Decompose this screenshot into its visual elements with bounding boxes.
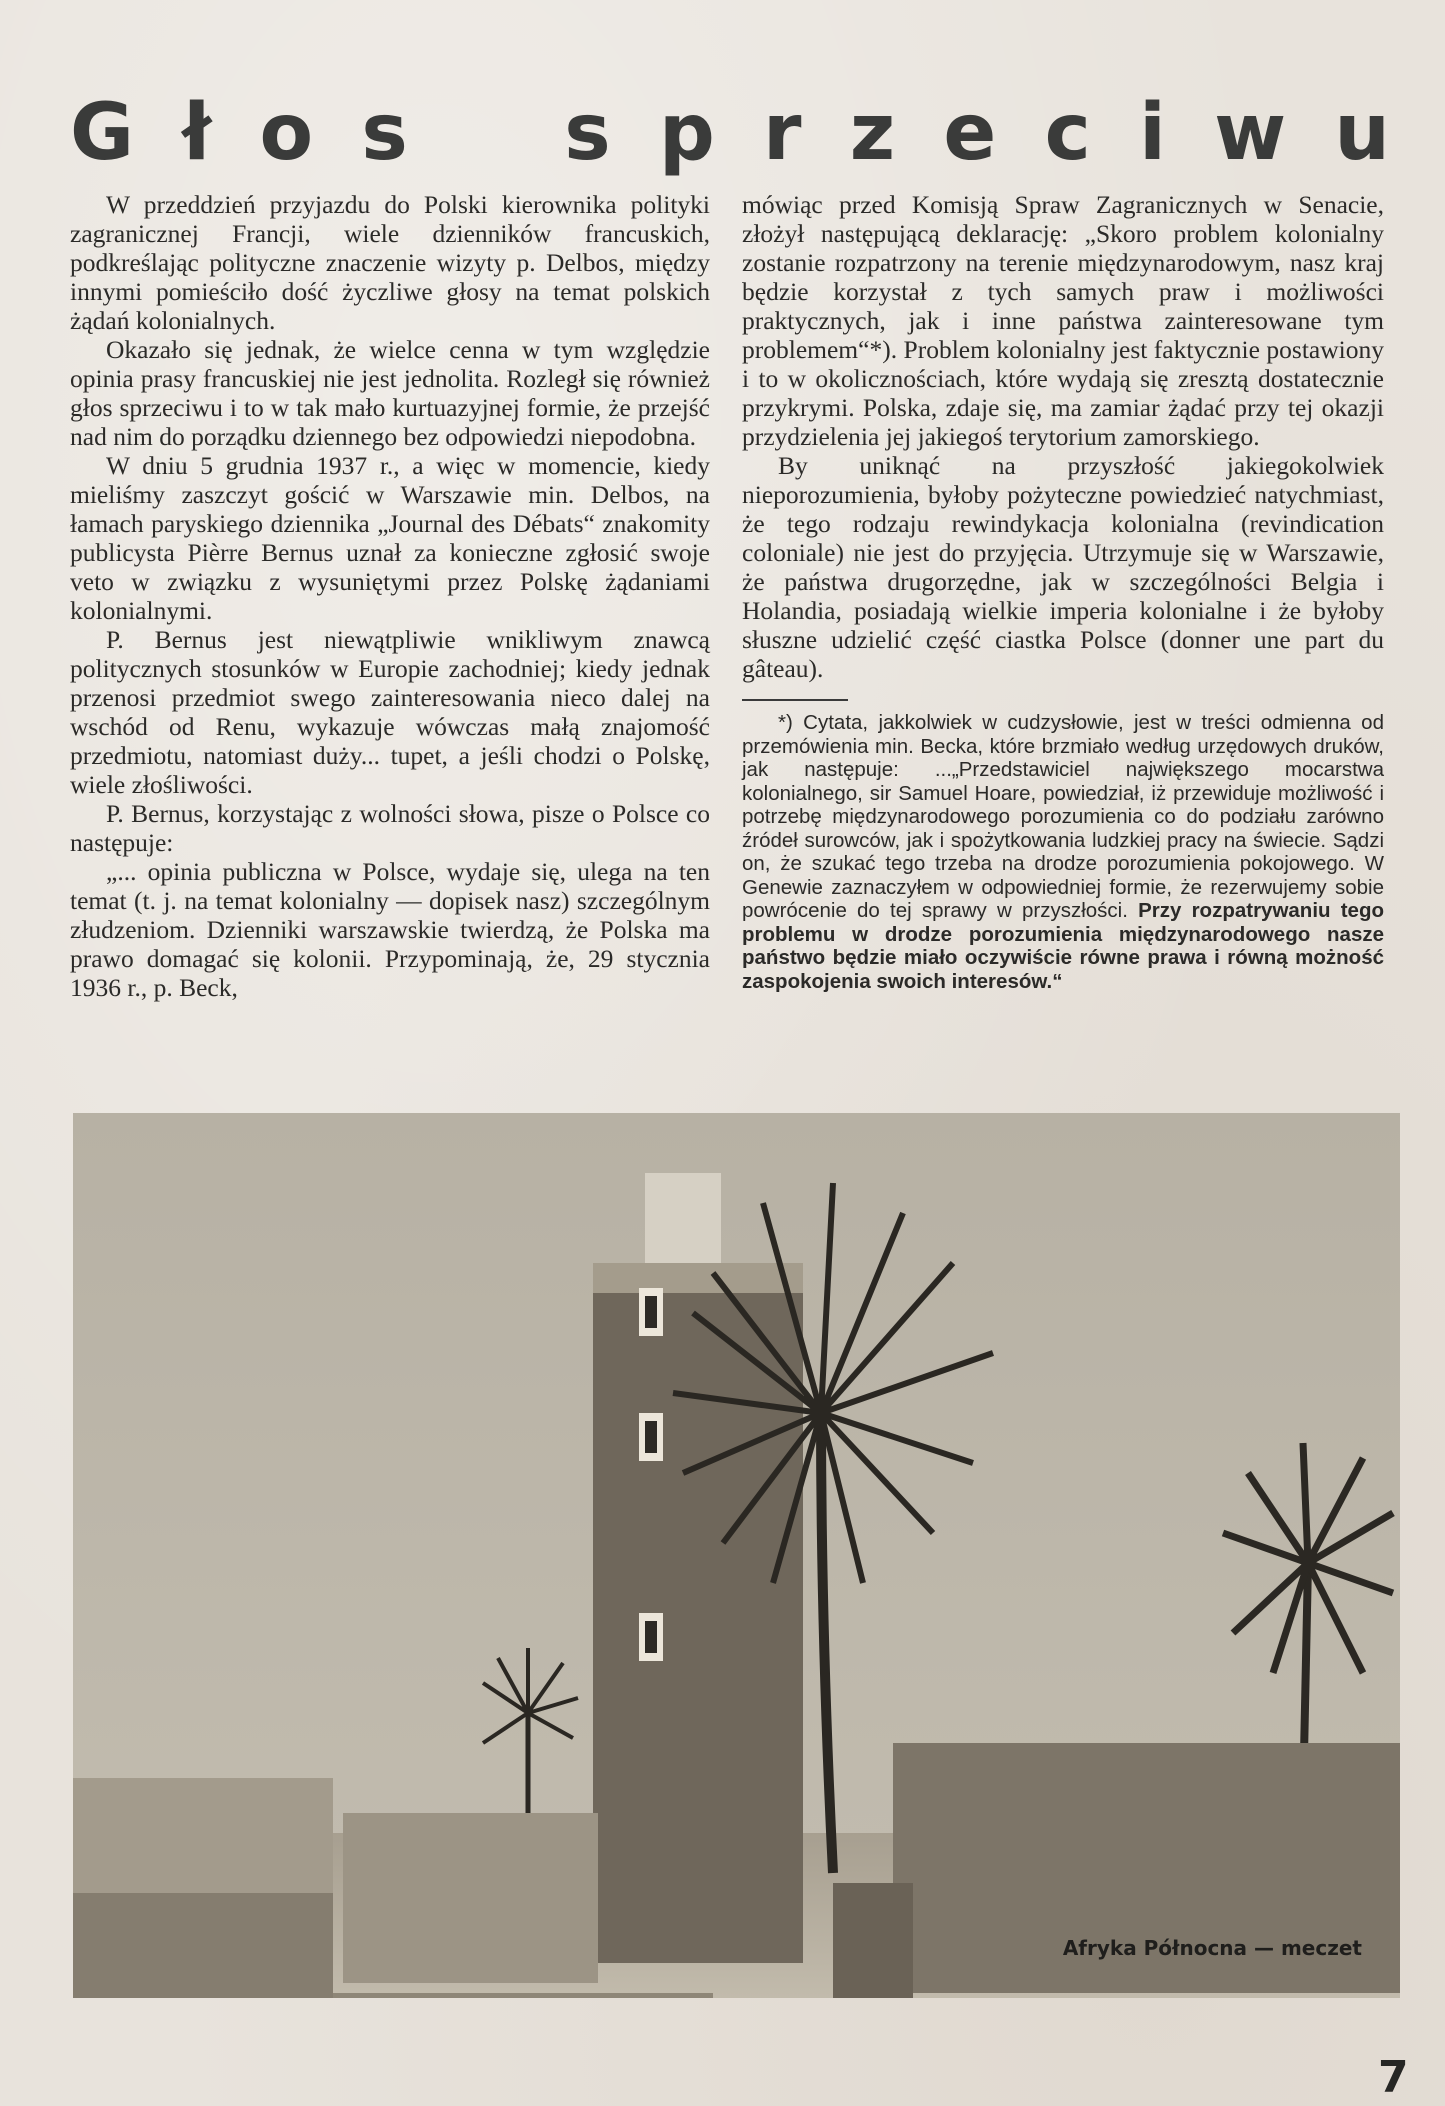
- title-letter: w: [1214, 88, 1287, 178]
- paragraph: P. Bernus, korzystając z wolności słowa, pisze o Polsce co następuje:: [70, 799, 710, 857]
- title-letter: i: [1139, 88, 1166, 178]
- footnote-divider: [742, 699, 848, 701]
- article-title: [70, 88, 1390, 178]
- title-letter: r: [763, 88, 802, 178]
- wall-front: [333, 1993, 713, 1998]
- footnote: [742, 711, 1384, 993]
- title-letter: u: [1334, 88, 1390, 178]
- paragraph: Okazało się jednak, że wielce cenna w tym względzie opinia prasy francuskiej nie jest jednolita. Rozległ się również głos sprzeciwu i to w tak mało kurtuazyjnej formie, że przejść nad nim do porządku dziennego bez odpowiedzi niepodobna.: [70, 335, 710, 451]
- title-letter: s: [361, 88, 408, 178]
- title-letter: G: [70, 88, 135, 178]
- photo-mosque: [73, 1113, 1400, 1998]
- building-center: [343, 1813, 598, 1983]
- gate-pillar: [833, 1883, 913, 1998]
- wall-left: [73, 1893, 333, 1998]
- page-number: 7: [1378, 2052, 1409, 2103]
- paragraph: P. Bernus jest niewątpliwie wnikliwym znawcą politycznych stosunków w Europie zachodniej; kiedy jednak przenosi przedmiot swego zainteresowania nieco dalej na wschód od Renu, wykazuje wówczas małą znajomość przedmiotu, natomiast duży... tupet, a jeśli chodzi o Polskę, wiele złośliwości.: [70, 625, 710, 799]
- paragraph-quote-continued: mówiąc przed Komisją Spraw Zagranicznych w Senacie, złożył następującą deklarację: „Skoro problem kolonialny zostanie rozpatrzony na terenie międzynarodowym, nasz kraj będzie korzystał z tych samych praw i możliwości praktycznych, jak i inne państwa zainteresowane tym problemem“*). Problem kolonialny jest faktycznie postawiony i to w okolicznościach, które wydają się zresztą dostatecznie przykrymi. Polska, zdaje się, ma zamiar żądać przy tej okazji przydzielenia jej jakiegoś terytorium zamorskiego.: [742, 190, 1384, 451]
- paragraph: By uniknąć na przyszłość jakiegokolwiek nieporozumienia, byłoby pożyteczne powiedzieć natychmiast, że tego rodzaju rewindykacja kolonialna (revindication coloniale) nie jest do przyjęcia. Utrzymuje się w Warszawie, że państwa drugorzędne, jak w szczególności Belgia i Holandia, posiadają wielkie imperia kolonialne i że byłoby słuszne udzielić część ciastka Polsce (donner une part du gâteau).: [742, 451, 1384, 683]
- title-letter: z: [849, 88, 896, 178]
- title-letter: ł: [182, 88, 212, 178]
- minaret: [593, 1173, 803, 1963]
- photo-illustration: [73, 1113, 1400, 1998]
- paragraph: W przeddzień przyjazdu do Polski kierownika polityki zagranicznej Francji, wiele dzienników francuskich, podkreślając polityczne znaczenie wizyty p. Delbos, między innymi pomieściło dość życzliwe głosy na temat polskich żądań kolonialnych.: [70, 190, 710, 335]
- title-letter: c: [1044, 88, 1091, 178]
- title-letter: p: [658, 88, 715, 178]
- right-column: [742, 190, 1384, 993]
- footnote-bold-text: Przy rozpatrywaniu tego problemu w drodze porozumienia międzynarodowego nasze państwo będzie miało oczywiście równe prawa i równą możność zaspokojenia swoich interesów.“: [742, 899, 1385, 993]
- title-letter: e: [943, 88, 997, 178]
- left-column: [70, 190, 710, 1002]
- paragraph: W dniu 5 grudnia 1937 r., a więc w momencie, kiedy mieliśmy zaszczyt gościć w Warszawie min. Delbos, na łamach paryskiego dziennika „Journal des Débats“ znakomity publicysta Pièrre Bernus uznał za konieczne zgłosić swoje veto w związku z wysuniętymi przez Polskę żądaniami kolonialnymi.: [70, 451, 710, 625]
- photo-caption: Afryka Północna — meczet: [1062, 1936, 1362, 1960]
- paragraph-quote: „... opinia publiczna w Polsce, wydaje się, ulega na ten temat (t. j. na temat kolonialny — dopisek nasz) szczególnym złudzeniom. Dzienniki warszawskie twierdzą, że Polska ma prawo domagać się kolonii. Przypominają, że, 29 stycznia 1936 r., p. Beck,: [70, 857, 710, 1002]
- title-letter: o: [259, 88, 314, 178]
- footnote-text: *) Cytata, jakkolwiek w cudzysłowie, jest w treści odmienna od przemówienia min. Becka, które brzmiało według urzędowych druków, jak następuje: ...„Przedstawiciel największego mocarstwa kolonialnego, sir Samuel Hoare, powiedział, iż przewiduje możliwość i potrzebę międzynarodowego porozumienia co do podziału zarówno źródeł surowców, jak i spożytkowania ludzkiej pracy na świecie. Sądzi on, że szukać tego trzeba na drodze porozumienia pokojowego. W Genewie zaznaczyłem w odpowiedniej formie, że rezerwujemy sobie powrócenie do tej sprawy w przyszłości.: [742, 711, 1384, 922]
- title-letter: s: [564, 88, 611, 178]
